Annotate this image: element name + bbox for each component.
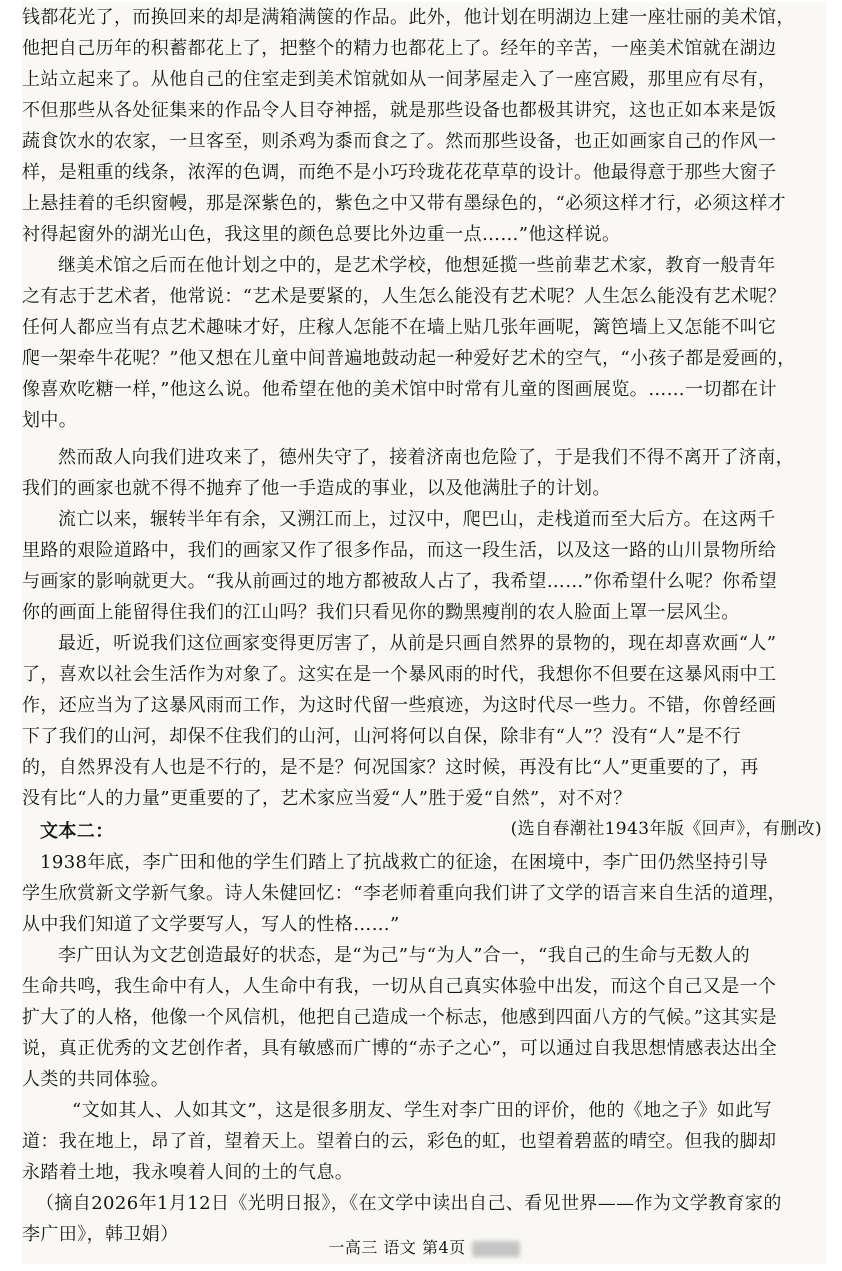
text-line: 从中我们知道了文学要写人，写人的性格……” [22,914,400,935]
text-line: 衬得起窗外的湖光山色，我这里的颜色总要比外边重一点……”他这样说。 [22,224,621,245]
text-line: 生命共鸣，我生命中有人，人生命中有我，一切从自己真实体验中出发，而这个自己又是一个 [22,976,777,997]
paragraph-start-line: 继美术馆之后而在他计划之中的，是艺术学校，他想延揽一些前辈艺术家，教育一般青年 [58,255,776,276]
paragraph-start-line: 李广田认为文艺创造最好的状态，是“为己”与“为人”合一，“我自己的生命与无数人的 [58,945,751,966]
text-one-section-b [22,442,826,845]
paragraph-start-line: 1938年底，李广田和他的学生们踏上了抗战救亡的征途，在困境中，李广田仍然坚持引导 [40,852,769,873]
footer-text: 一高三 语文 第4页 [328,1238,466,1257]
text-line: 他把自己历年的积蓄都花上了，把整个的精力也都花上了。经年的辛苦，一座美术馆就在湖边 [22,38,777,59]
text-line: 了，喜欢以社会生活作为对象了。这实在是一个暴风雨的时代，我想你不但要在这暴风雨中工 [22,664,777,685]
text-line: 人类的共同体验。 [22,1069,170,1090]
text-line: 与画家的影响就更大。“我从前画过的地方都被敌人占了，我希望……”你希望什么呢？你希望 [22,571,778,592]
text-line: 蔬食饮水的农家，一旦客至，则杀鸡为黍而食之了。然而那些设备，也正如画家自己的作风一 [22,131,777,152]
text-line: 扩大了的人格，他像一个风信机，他把自己造成一个标志，他感到四面八方的气候。”这其实是 [22,1007,777,1028]
text-line: 没有比“人的力量”更重要的了，艺术家应当爱“人”胜于爱“自然”，对不对？ [22,788,632,809]
text-line: 道：我在地上，昂了首，望着天上。望着白的云，彩色的虹，也望着碧蓝的晴空。但我的脚却 [22,1131,777,1152]
text-line: 像喜欢吃糖一样，”他这么说。他希望在他的美术馆中时常有儿童的图画展览。……一切都在计 [22,379,777,400]
paragraph-start-line: 流亡以来，辗转半年有余，又溯江而上，过汉中，爬巴山，走栈道而至大后方。在这两千 [58,509,776,530]
text-line: 里路的艰险道路中，我们的画家又作了很多作品，而这一段生活，以及这一路的山川景物所给 [22,540,777,561]
text-line: 永踏着土地，我永嗅着人间的土的气息。 [22,1162,354,1183]
section-heading: 文本二： [40,821,114,842]
text-line: 任何人都应当有点艺术趣味才好，庄稼人怎能不在墙上贴几张年画呢，篱笆墙上又怎能不叫它 [22,317,777,338]
text-line: 上悬挂着的毛织窗幔，那是深紫色的，紫色之中又带有墨绿色的，“必须这样才行，必须这样才 [22,193,786,214]
blurred-region [472,1241,520,1257]
text-two-section [22,816,826,1250]
text-line: 爬一架牵牛花呢？”他又想在儿童中间普遍地鼓动起一种爱好艺术的空气，“小孩子都是爱画的， [22,348,796,369]
text-line: 之有志于艺术者，他常说：“艺术是要紧的，人生怎么能没有艺术呢？人生怎么能没有艺术呢？ [22,286,786,307]
paragraph-start-line: “文如其人、人如其文”，这是很多朋友、学生对李广田的评价，他的《地之子》如此写 [72,1100,773,1121]
text-line: 上站立起来了。从他自己的住室走到美术馆就如从一间茅屋走入了一座宫殿，那里应有尽有， [22,69,777,90]
text-line: 学生欣赏新文学新气象。诗人朱健回忆：“李老师着重向我们讲了文学的语言来自生活的道理， [22,883,786,904]
text-line: 不但那些从各处征集来的作品令人目夺神摇，就是那些设备也都极其讲究，这也正如本来是饭 [22,100,777,121]
text-line: 说，真正优秀的文艺创作者，具有敏感而广博的“赤子之心”，可以通过自我思想情感表达出全 [22,1038,778,1059]
source-citation: （摘自2026年1月12日《光明日报》，《在文学中读出自己、看见世界——作为文学教育家的 [36,1193,782,1214]
text-line: 的，自然界没有人也是不行的，是不是？何况国家？这时候，再没有比“人”更重要的了，再 [22,757,759,778]
paragraph-start-line: 然而敌人向我们进攻来了，德州失守了，接着济南也危险了，于是我们不得不离开了济南， [58,447,794,468]
source-citation: (选自春潮社1943年版《回声》，有删改) [510,819,822,839]
paragraph-start-line: 最近，听说我们这位画家变得更厉害了，从前是只画自然界的景物的，现在却喜欢画“人” [58,633,777,654]
text-line: 样，是粗重的线条，浓浑的色调，而绝不是小巧玲珑花花草草的设计。他最得意于那些大窗子 [22,162,777,183]
source-citation: 李广田》，韩卫娟） [22,1224,179,1245]
text-line: 下了我们的山河，却保不住我们的山河，山河将何以自保，除非有“人”？没有“人”是不行 [22,726,742,747]
text-line: 作，还应当为了这暴风雨而工作，为这时代留一些痕迹，为这时代尽一些力。不错，你曾经画 [22,695,777,716]
text-line: 划中。 [22,410,78,431]
text-line: 你的画面上能留得住我们的江山吗？我们只看见你的黝黑瘦削的农人脸面上罩一层风尘。 [22,602,740,623]
exam-page [22,2,826,1264]
text-line: 我们的画家也就不得不抛弃了他一手造成的事业，以及他满肚子的计划。 [22,478,611,499]
text-one-section-a [22,2,826,436]
text-line: 钱都花光了，而换回来的却是满箱满箧的作品。此外，他计划在明湖边上建一座壮丽的美术馆， [22,7,795,28]
page-footer [22,1236,826,1260]
